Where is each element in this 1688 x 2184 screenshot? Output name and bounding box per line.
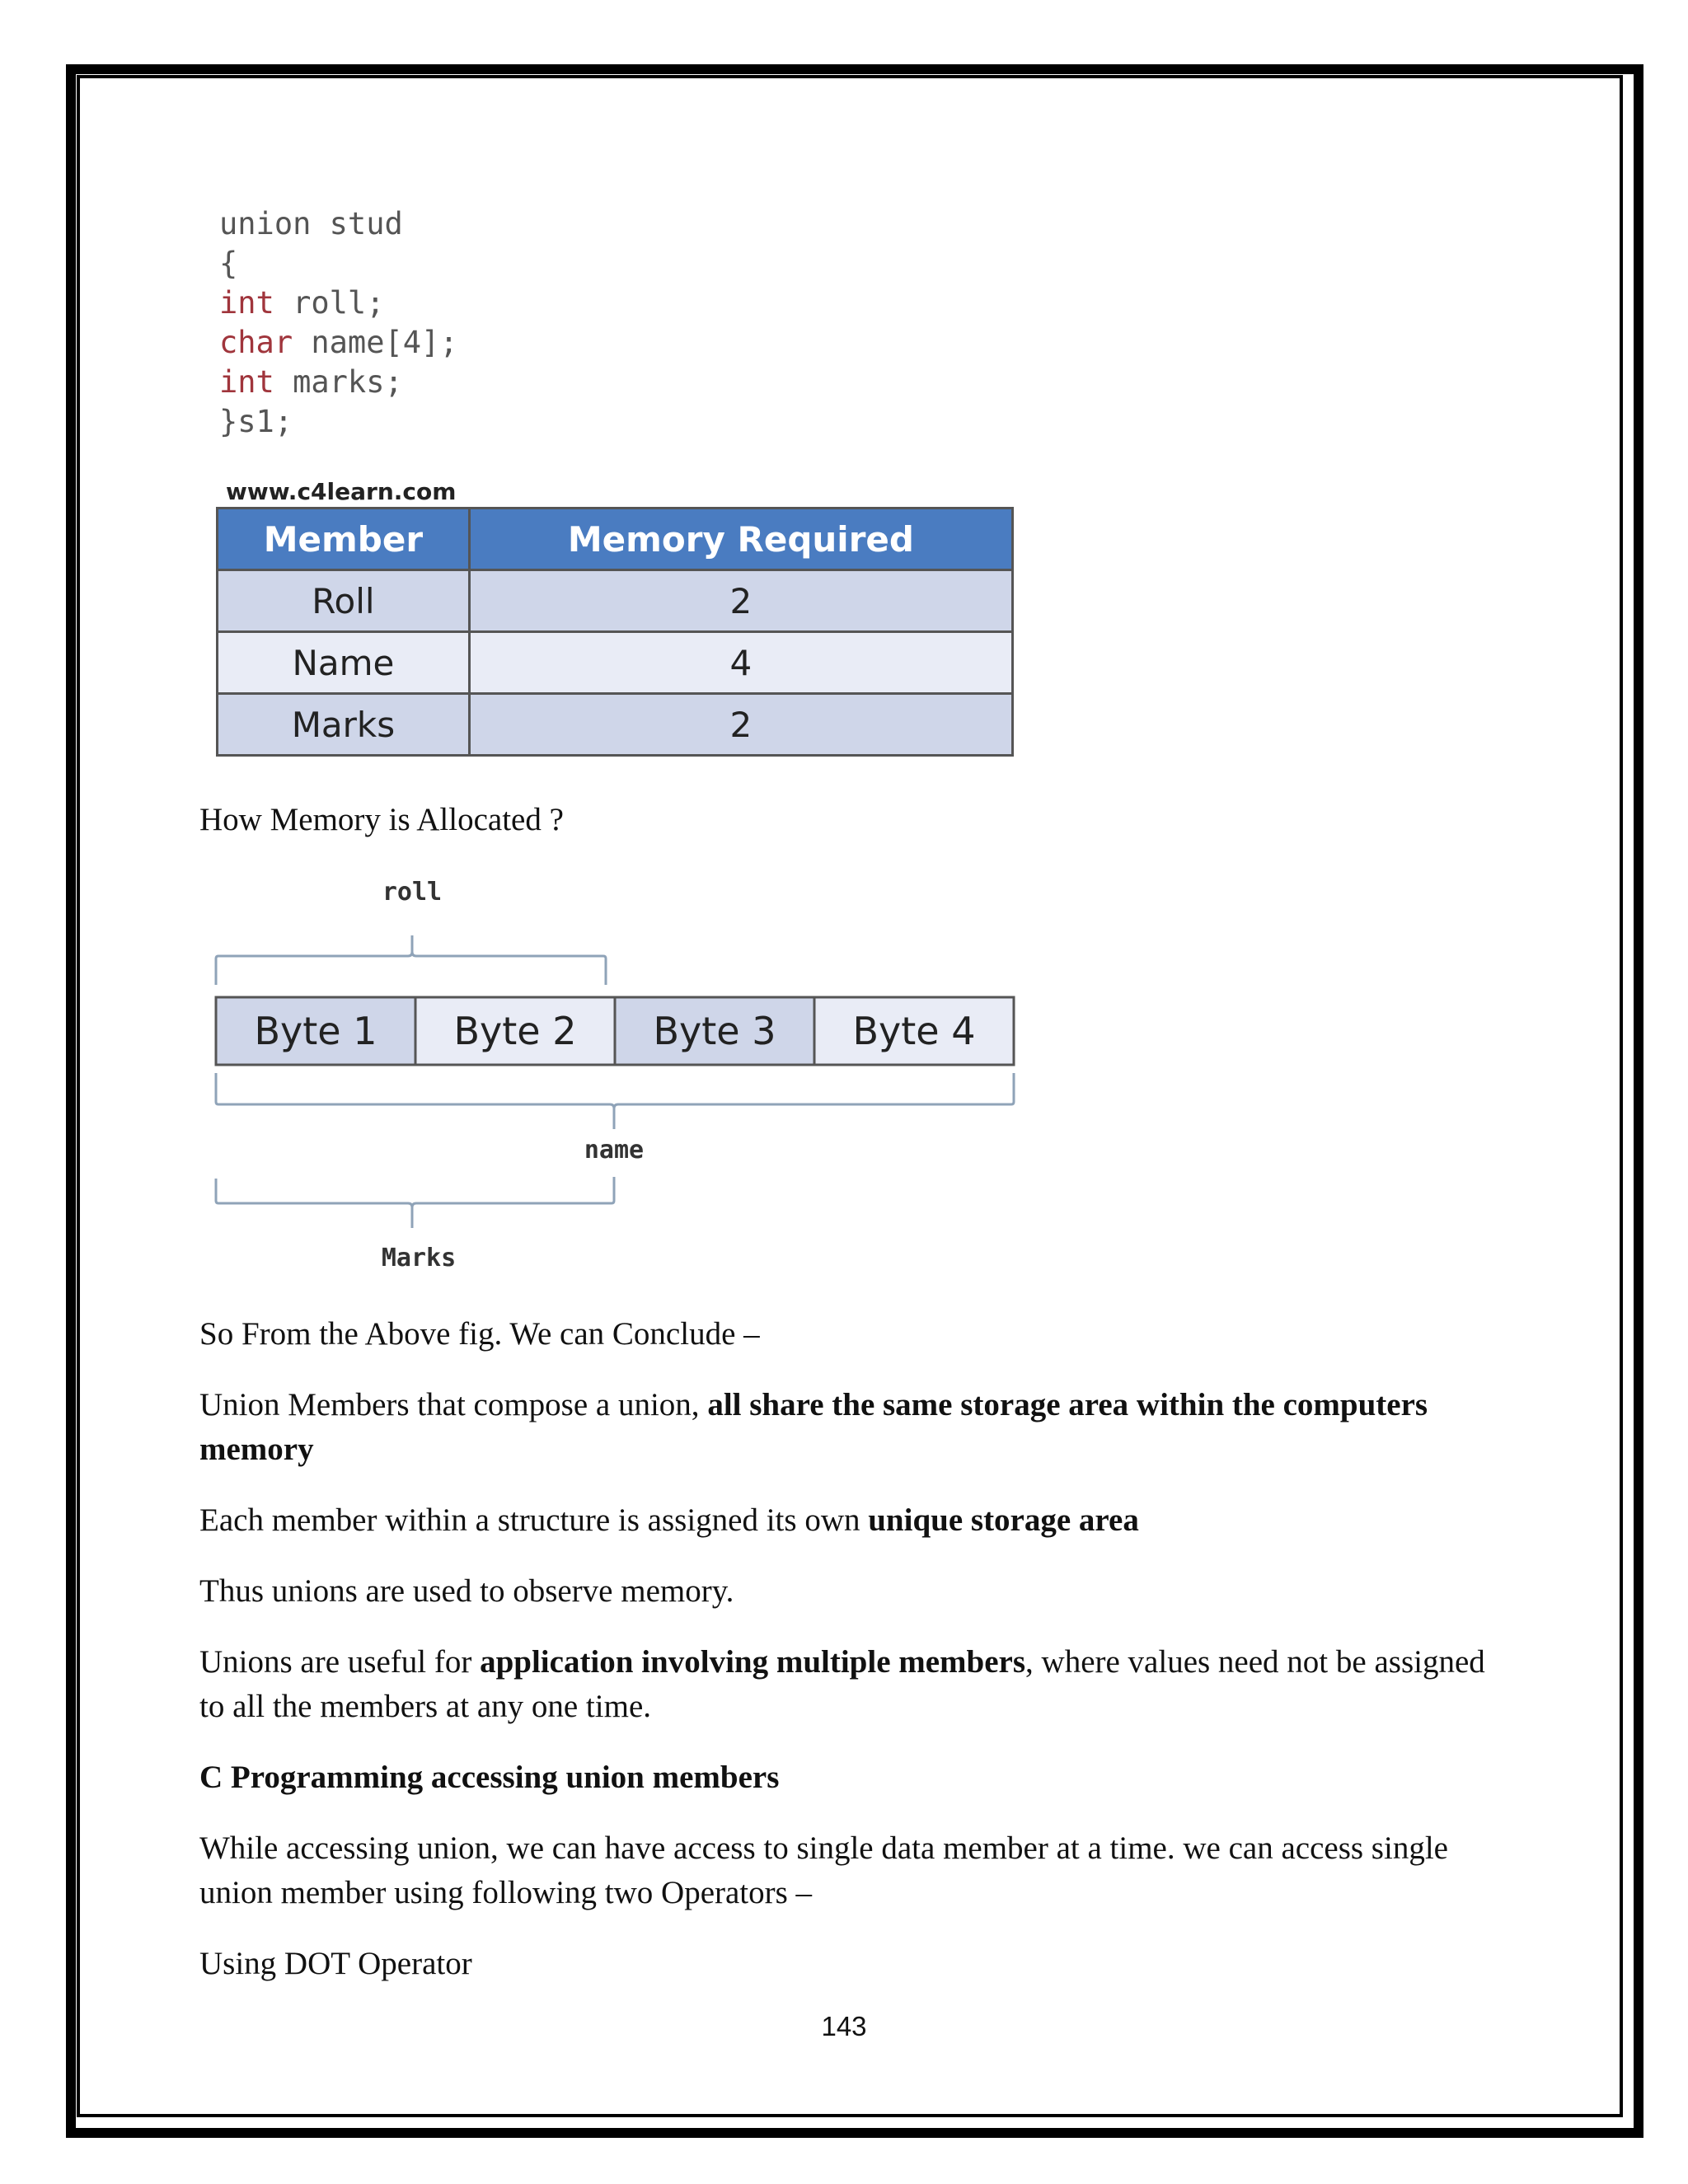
section-heading: C Programming accessing union members: [199, 1760, 780, 1795]
byte-label: Byte 1: [254, 1009, 377, 1053]
code-line: union stud: [219, 206, 403, 241]
code-line: [219, 363, 458, 402]
conclude-paragraph: So From the Above fig. We can Conclude –: [199, 1316, 760, 1352]
paragraph-text: , where values need not be assigned to all the members at any one time.: [199, 1644, 1485, 1724]
table-header: Memory Required: [469, 509, 1012, 570]
paragraph-text: Union Members that compose a union,: [199, 1387, 708, 1422]
code-text: name[4];: [293, 325, 458, 360]
paragraph-bold-text: all share the same storage area within the computers memory: [199, 1387, 1428, 1467]
table-cell: 2: [469, 570, 1012, 632]
paragraph-dot-operator: Using DOT Operator: [199, 1946, 472, 1981]
paragraph-text: Each member within a structure is assigned its own: [199, 1502, 869, 1538]
code-line: }s1;: [219, 404, 293, 439]
table-cell: 2: [469, 694, 1012, 756]
table-row: [218, 570, 1013, 632]
memory-allocation-diagram: [206, 874, 1030, 1286]
paragraph-observe-memory: Thus unions are used to observe memory.: [199, 1573, 734, 1609]
table-cell: Marks: [218, 694, 470, 756]
code-keyword: char: [219, 325, 293, 360]
allocation-heading: How Memory is Allocated ?: [199, 802, 564, 837]
code-text: marks;: [274, 364, 403, 400]
member-memory-table: [216, 507, 1014, 757]
byte-label: Byte 2: [453, 1009, 577, 1053]
source-site-label: www.c4learn.com: [226, 478, 457, 505]
memory-diagram-svg: [206, 874, 1030, 1286]
roll-brace: [216, 935, 606, 985]
code-text: roll;: [274, 285, 385, 321]
code-line: [219, 284, 458, 323]
code-line: {: [219, 246, 238, 281]
table-cell: Roll: [218, 570, 470, 632]
roll-label: roll: [382, 878, 443, 907]
paragraph-text: Unions are useful for: [199, 1644, 481, 1680]
table-row: [218, 694, 1013, 756]
code-keyword: int: [219, 364, 274, 400]
code-keyword: int: [219, 285, 274, 321]
table-header-row: [218, 509, 1013, 570]
code-snippet: [219, 204, 458, 442]
byte-label: Byte 3: [653, 1009, 776, 1053]
table-row: [218, 632, 1013, 694]
paragraph-structure-storage: [199, 1498, 1485, 1543]
table-header: Member: [218, 509, 470, 570]
paragraph-bold-text: application involving multiple members: [480, 1644, 1026, 1680]
page-number: 143: [821, 2011, 867, 2041]
marks-label: Marks: [381, 1244, 457, 1272]
paragraph-bold-text: unique storage area: [868, 1502, 1139, 1538]
marks-brace: [216, 1177, 614, 1228]
code-line: [219, 323, 458, 363]
paragraph-union-shared-storage: [199, 1383, 1485, 1472]
byte-label: Byte 4: [852, 1009, 976, 1053]
table-cell: 4: [469, 632, 1012, 694]
table-cell: Name: [218, 632, 470, 694]
paragraph-accessing-union: While accessing union, we can have access to single data member at a time. we can access single union member using following two Operators –: [199, 1830, 1448, 1910]
name-label: name: [584, 1136, 645, 1165]
paragraph-unions-useful: [199, 1640, 1485, 1729]
name-brace: [216, 1073, 1014, 1129]
